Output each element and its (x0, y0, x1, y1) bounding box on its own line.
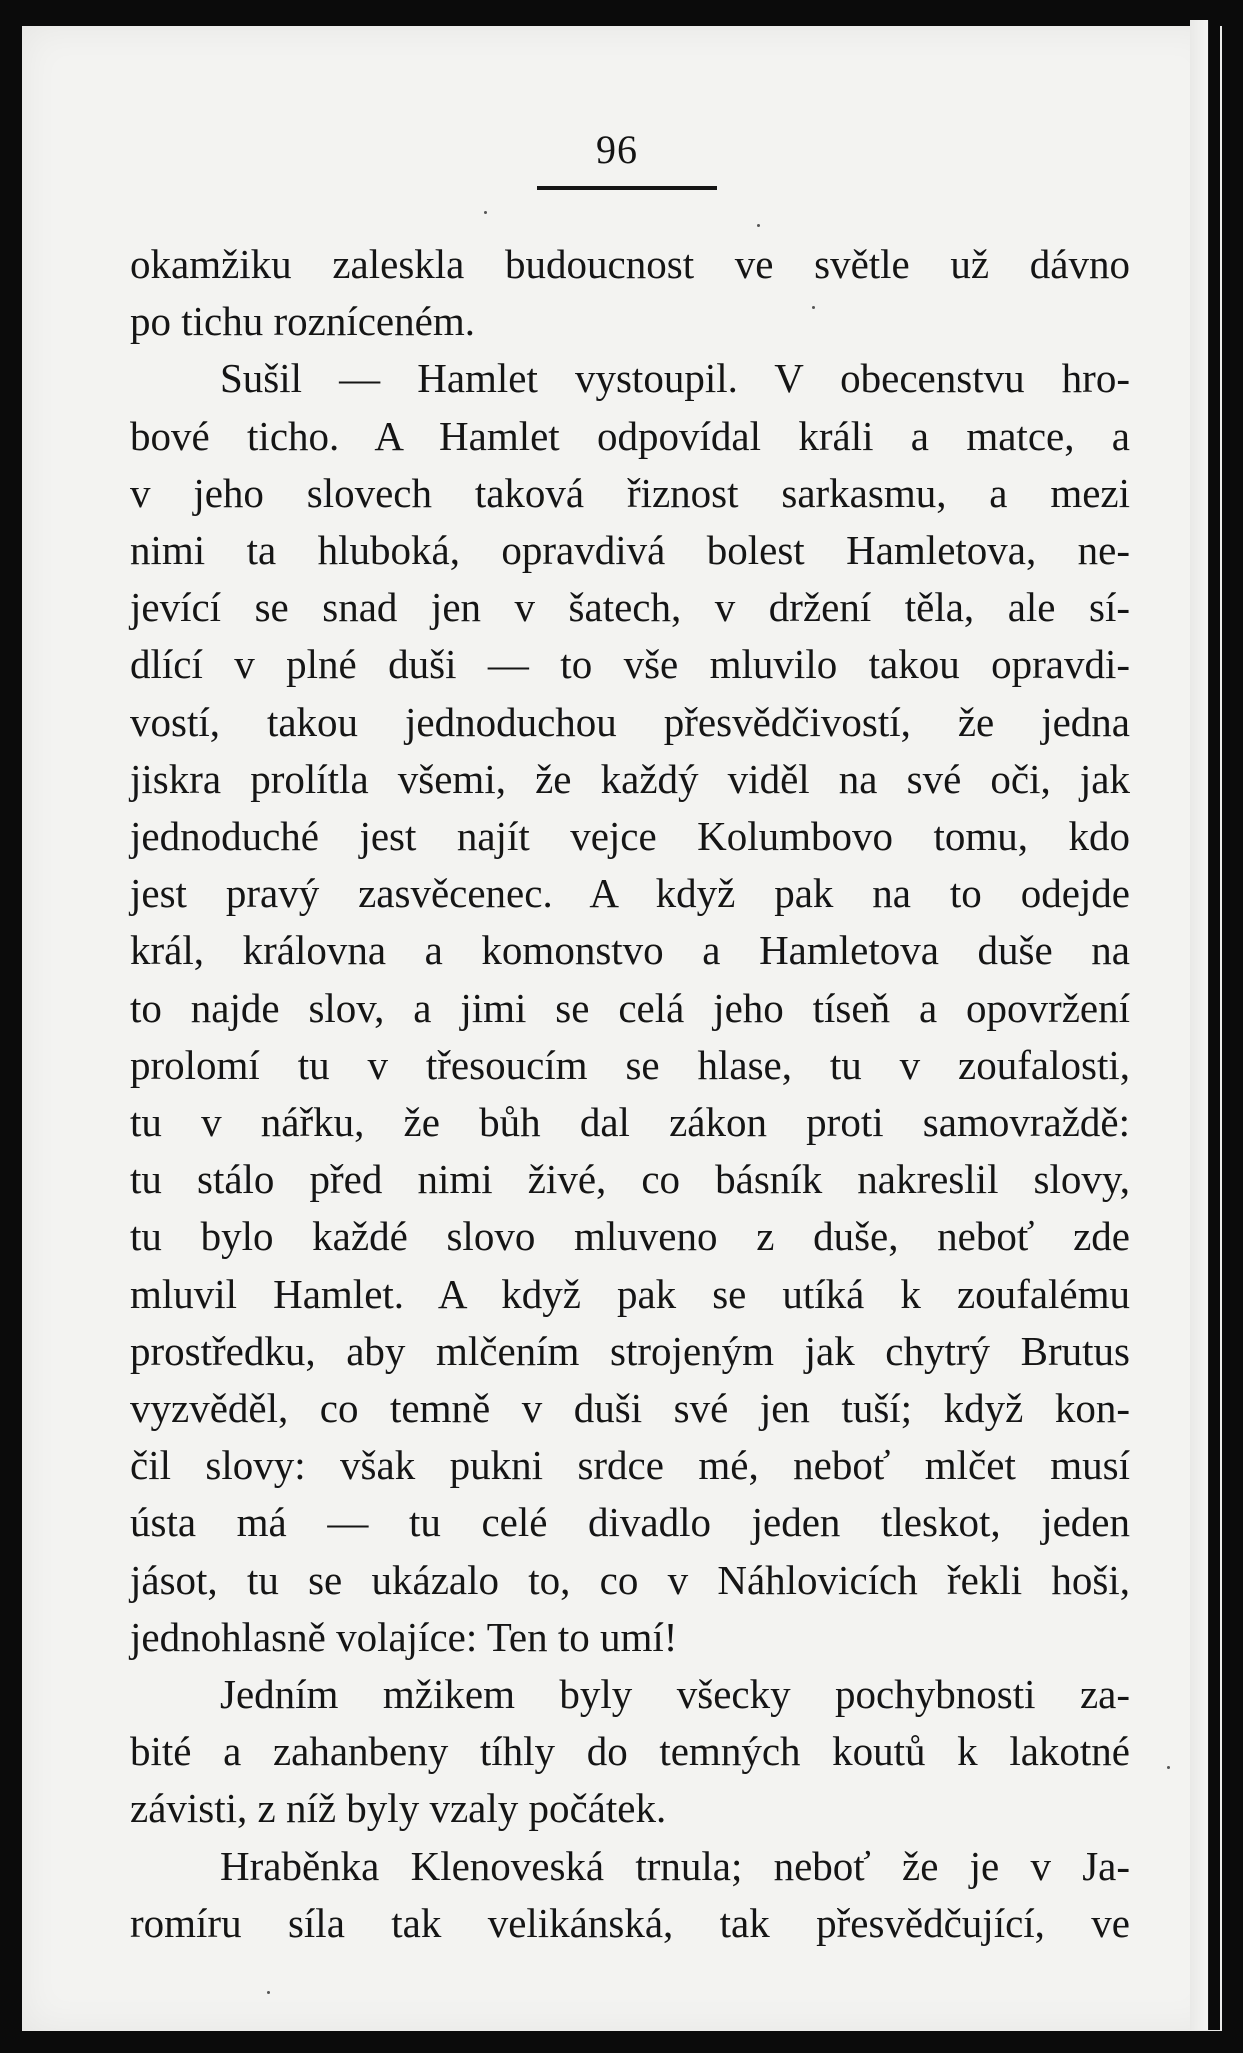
text-line: tu stálo před nimi živé, co básník nakreslil slovy, (130, 1156, 1130, 1203)
text-line: bové ticho. A Hamlet odpovídal králi a matce, a (130, 412, 1130, 459)
page-edge (1190, 20, 1220, 2030)
paper-speck (757, 224, 760, 227)
text-line: Sušil — Hamlet vystoupil. V obecenstvu hro- (220, 355, 1130, 402)
paper-speck (484, 211, 487, 214)
text-line: prolomí tu v třesoucím se hlase, tu v zoufalosti, (130, 1041, 1130, 1088)
text-line: romíru síla tak velikánská, tak přesvědčující, ve (130, 1899, 1130, 1946)
paper-speck (267, 1991, 270, 1994)
text-line: mluvil Hamlet. A když pak se utíká k zoufalému (130, 1270, 1130, 1317)
text-line: tu bylo každé slovo mluveno z duše, neboť zde (130, 1213, 1130, 1260)
text-line: tu v nářku, že bůh dal zákon proti samovraždě: (130, 1099, 1130, 1146)
text-line: ústa má — tu celé divadlo jeden tleskot, jeden (130, 1499, 1130, 1546)
paper-speck (1167, 1766, 1170, 1769)
text-line: král, královna a komonstvo a Hamletova duše na (130, 927, 1130, 974)
paper-speck (812, 306, 815, 309)
text-line: jest pravý zasvěcenec. A když pak na to odejde (130, 870, 1130, 917)
header-rule (537, 186, 717, 190)
text-line: v jeho slovech taková řiznost sarkasmu, a mezi (130, 469, 1130, 516)
text-line: vyzvěděl, co temně v duši své jen tuší; když kon- (130, 1385, 1130, 1432)
text-line: po tichu rozníceném. (130, 298, 475, 345)
text-line: nimi ta hluboká, opravdivá bolest Hamletova, ne- (130, 527, 1130, 574)
text-line: jednohlasně volajíce: Ten to umí! (130, 1613, 678, 1660)
text-line: dlící v plné duši — to vše mluvilo takou opravdi- (130, 641, 1130, 688)
text-line: čil slovy: však pukni srdce mé, neboť mlčet musí (130, 1442, 1130, 1489)
text-line: Jedním mžikem byly všecky pochybnosti za- (220, 1671, 1130, 1718)
text-line: to najde slov, a jimi se celá jeho tíseň a opovržení (130, 984, 1130, 1031)
text-line: jásot, tu se ukázalo to, co v Náhlovicích řekli hoši, (130, 1556, 1130, 1603)
text-line: jevící se snad jen v šatech, v držení těla, ale sí- (130, 584, 1130, 631)
text-line: vostí, takou jednoduchou přesvědčivostí, že jedna (130, 698, 1130, 745)
text-line: okamžiku zaleskla budoucnost ve světle už dávno (130, 241, 1130, 287)
text-line: jiskra prolítla všemi, že každý viděl na své oči, jak (130, 755, 1130, 802)
text-line: prostředku, aby mlčením strojeným jak chytrý Brutus (130, 1327, 1130, 1374)
book-page (22, 26, 1222, 2031)
page-number: 96 (596, 127, 638, 172)
body-text (130, 236, 1130, 1952)
text-line: bité a zahanbeny tíhly do temných koutů k lakotné (130, 1728, 1130, 1775)
text-line: jednoduché jest najít vejce Kolumbovo tomu, kdo (130, 813, 1130, 860)
text-line: závisti, z níž byly vzaly počátek. (130, 1785, 667, 1832)
text-line: Hraběnka Klenoveská trnula; neboť že je v Ja- (220, 1842, 1130, 1889)
